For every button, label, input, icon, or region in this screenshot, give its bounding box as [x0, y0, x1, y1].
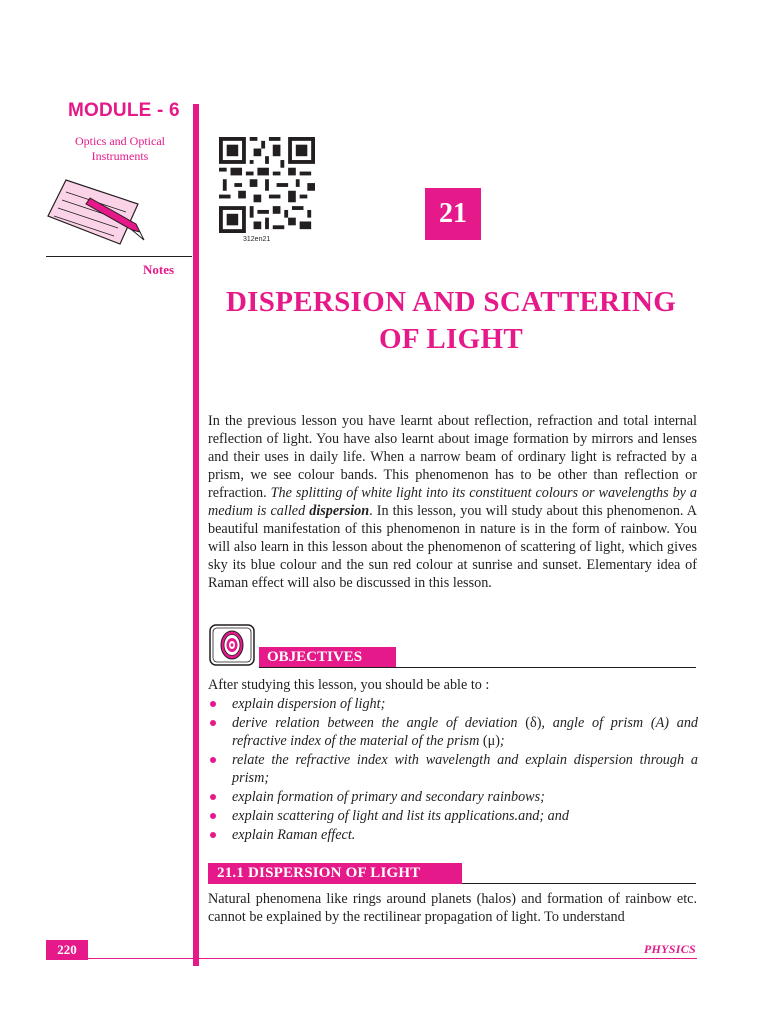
subject-label: PHYSICS [643, 942, 696, 956]
bullet-icon [210, 757, 216, 763]
notes-label: Notes [143, 262, 175, 277]
mu-symbol: (μ) [482, 733, 500, 749]
objectives-heading: OBJECTIVES [259, 647, 396, 668]
module-subtitle-line1: Optics and Optical [75, 134, 165, 148]
list-item [208, 751, 698, 787]
module-subtitle [60, 134, 180, 164]
objective-text: ; [499, 733, 505, 749]
page-number: 220 [46, 940, 88, 960]
objectives-rule [259, 667, 696, 668]
list-item [208, 695, 698, 713]
module-subtitle-line2: Instruments [91, 149, 149, 163]
list-item [208, 826, 698, 844]
notes-rule [46, 256, 192, 257]
objective-text: explain dispersion of light; [232, 696, 386, 712]
intro-part2: . In this lesson, you will study about this phenomenon. A beautiful manifestation of this phenomenon in nature is in the form of rainbow. You will also learn in this lesson about the phenomenon of scattering of light, which gives sky its blue colour and the sun red colour at sunrise and sunset. Elementary idea of Raman effect will also be discussed in this lesson. [208, 503, 697, 591]
qr-code [219, 137, 315, 233]
bullet-icon [210, 813, 216, 819]
bullet-icon [210, 832, 216, 838]
bullet-icon [210, 701, 216, 707]
objectives-lead: After studying this lesson, you should be able to : [208, 677, 490, 693]
list-item [208, 807, 698, 825]
intro-definition: The splitting of white light into its constituent colours or wavelengths by a medium is called [208, 485, 697, 519]
intro-paragraph [208, 412, 697, 592]
chapter-title-line1: DISPERSION AND SCATTERING [225, 286, 677, 318]
chapter-title-line2: OF LIGHT [379, 323, 523, 355]
chapter-number: 21 [425, 188, 481, 240]
footer-rule [46, 958, 697, 959]
intro-part1: In the previous lesson you have learnt about reflection, refraction and total internal reflection of light. You have also learnt about image formation by mirrors and lenses and their uses in daily life. When a narrow beam of ordinary light is refracted by a prism, we see colour bands. This phenomenon has to be other than reflection or refraction. [208, 413, 697, 501]
module-title: MODULE - 6 [68, 100, 180, 121]
objective-text: relate the refractive index with wavelength and explain dispersion through a prism; [232, 752, 698, 786]
objective-text: explain scattering of light and list its applications.and; and [232, 808, 569, 824]
bullet-icon [210, 720, 216, 726]
notes-pencil-icon [40, 170, 152, 254]
section-heading: 21.1 DISPERSION OF LIGHT [208, 863, 462, 884]
objectives-list [208, 695, 698, 845]
target-icon [209, 624, 255, 666]
delta-symbol: (δ) [525, 715, 542, 731]
objective-text: explain Raman effect. [232, 827, 356, 843]
list-item [208, 714, 698, 750]
bullet-icon [210, 794, 216, 800]
section-rule [462, 883, 696, 884]
qr-caption: 312en21 [243, 236, 271, 243]
objective-text: derive relation between the angle of deviation [232, 715, 526, 731]
intro-bold-term: dispersion [309, 503, 370, 519]
chapter-title [200, 284, 702, 358]
side-bar [193, 104, 199, 966]
objective-text: explain formation of primary and secondary rainbows; [232, 789, 545, 805]
list-item [208, 788, 698, 806]
objective-text: , angle of prism (A) and refractive index of the material of the prism [232, 715, 699, 749]
section-text: Natural phenomena like rings around planets (halos) and formation of rainbow etc. cannot be explained by the rectilinear propagation of light. To understand [208, 891, 697, 925]
